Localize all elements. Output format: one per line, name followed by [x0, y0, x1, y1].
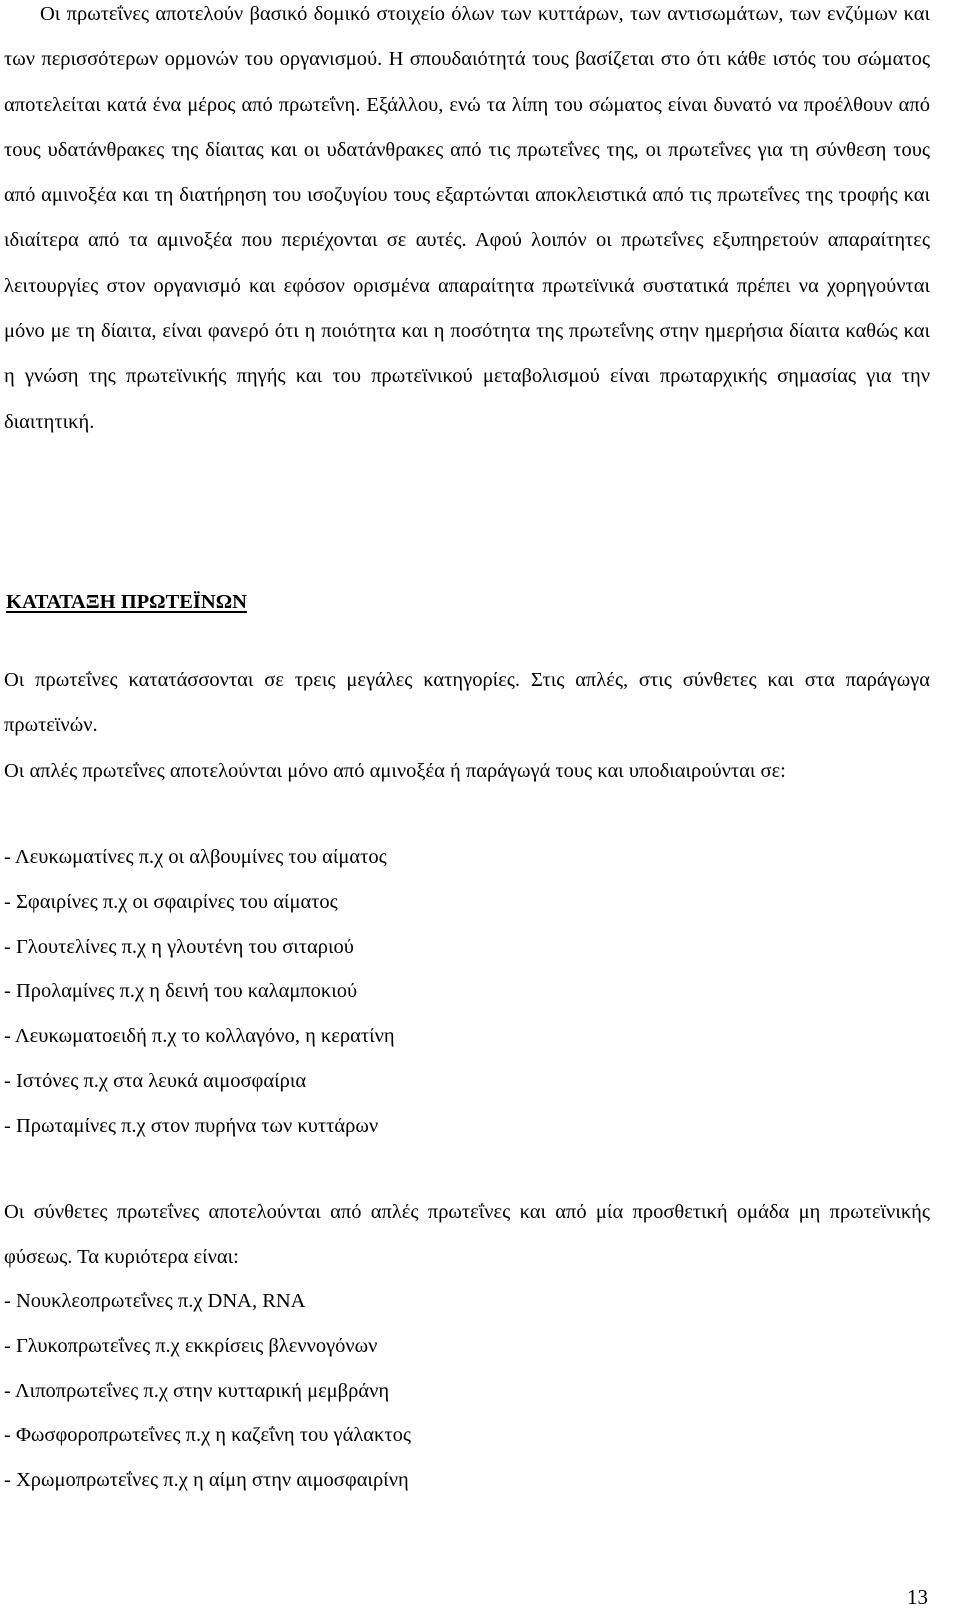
list-item: - Φωσφοροπρωτεΐνες π.χ η καζεΐνη του γάλακτος — [4, 1424, 411, 1447]
classification-sentence: Οι πρωτεΐνες κατατάσσονται σε τρεις μεγάλες κατηγορίες. Στις απλές, στις σύνθετες και στα παράγωγα πρωτεϊνών. — [4, 669, 930, 737]
list-item: - Ιστόνες π.χ στα λευκά αιμοσφαίρια — [4, 1069, 307, 1092]
list-item: - Προλαμίνες π.χ η δεινή του καλαμποκιού — [4, 980, 358, 1003]
complex-proteins-intro: Οι σύνθετες πρωτεΐνες αποτελούνται από απλές πρωτεΐνες και από μία προσθετική ομάδα μη πρωτεϊνικής φύσεως. Τα κυριότερα είναι: — [4, 1201, 930, 1269]
intro-paragraph: Οι πρωτεΐνες αποτελούν βασικό δομικό στοιχείο όλων των κυττάρων, των αντισωμάτων, των ενζύμων και των περισσότερων ορμονών του οργανισμού. Η σπουδαιότητά τους βασίζεται στο ότι κάθε ιστός του σώματος αποτελείται κατά ένα μέρος από πρωτεΐνη. Εξάλλου, ενώ τα λίπη του σώματος είναι δυνατό να προέλθουν από τους υδατάνθρακες της δίαιτας και οι υδατάνθρακες από τις πρωτεΐνες της, οι πρωτεΐνες για τη σύνθεση τους από αμινοξέα και τη διατήρηση του ισοζυγίου τους εξαρτώνται αποκλειστικά από τις πρωτεΐνες της τροφής και ιδιαίτερα από τα αμινοξέα που περιέχονται σε αυτές. Αφού λοιπόν οι πρωτεΐνες εξυπηρετούν απαραίτητες λειτουργίες στον οργανισμό και εφόσον ορισμένα απαραίτητα πρωτεϊνικά συστατικά πρέπει να χορηγούνται μόνο με τη δίαιτα, είναι φανερό ότι η ποιότητα και η ποσότητα της πρωτεΐνης στην ημερήσια δίαιτα καθώς και η γνώση της πρωτεϊνικής πηγής και του πρωτεϊνικού μεταβολισμού είναι πρωταρχικής σημασίας για την διαιτητική. — [4, 3, 930, 433]
list-item: - Νουκλεοπρωτεΐνες π.χ DNA, RNA — [4, 1290, 306, 1312]
list-item: - Γλουτελίνες π.χ η γλουτένη του σιταριού — [4, 935, 354, 958]
list-item: - Λιποπρωτεΐνες π.χ στην κυτταρική μεμβράνη — [4, 1379, 390, 1402]
list-item: - Λευκωματίνες π.χ οι αλβουμίνες του αίματος — [4, 846, 387, 868]
simple-proteins-list — [4, 835, 395, 1149]
list-item: - Χρωμοπρωτεΐνες π.χ η αίμη στην αιμοσφαιρίνη — [4, 1469, 409, 1492]
list-item: - Σφαιρίνες π.χ οι σφαιρίνες του αίματος — [4, 890, 338, 913]
complex-proteins-list — [4, 1279, 411, 1503]
page-number: 13 — [907, 1585, 928, 1609]
list-item: - Γλυκοπρωτεΐνες π.χ εκκρίσεις βλεννογόνων — [4, 1334, 378, 1357]
list-item: - Πρωταμίνες π.χ στον πυρήνα των κυττάρων — [4, 1114, 379, 1137]
section-heading: ΚΑΤΑΤΑΞΗ ΠΡΩΤΕΪΝΩΝ — [6, 591, 247, 613]
list-item: - Λευκωματοειδή π.χ το κολλαγόνο, η κερατίνη — [4, 1025, 395, 1048]
classification-paragraph — [4, 658, 930, 794]
simple-proteins-intro: Οι απλές πρωτεΐνες αποτελούνται μόνο από αμινοξέα ή παράγωγά τους και υποδιαιρούνται σε: — [4, 759, 786, 782]
